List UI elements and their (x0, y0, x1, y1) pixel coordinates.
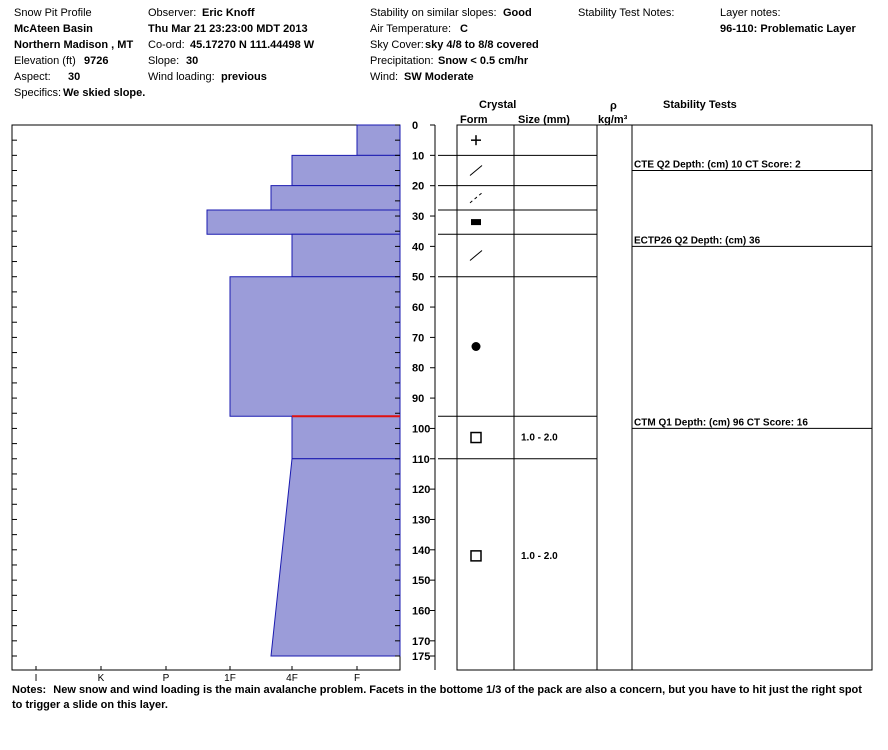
crystal-rounds-icon (472, 342, 481, 351)
specifics-label: Specifics: (14, 87, 62, 99)
coord-label: Co-ord: (148, 39, 185, 51)
slope-label: Slope: (148, 55, 180, 67)
aspect-label: Aspect: (14, 71, 51, 83)
snow-layer (230, 277, 400, 417)
hardness-label: P (162, 673, 170, 684)
snow-layer (271, 459, 400, 656)
crystal-crust-icon (471, 219, 481, 225)
crystal-size-label: 1.0 - 2.0 (521, 432, 558, 444)
hardness-label: 1F (224, 673, 236, 684)
stability-test-label: CTE Q2 Depth: (cm) 10 CT Score: 2 (634, 159, 801, 171)
elevation-value: 9726 (84, 55, 109, 67)
location: McAteen Basin (14, 23, 93, 35)
notes-label: Notes: (12, 684, 47, 696)
snow-layer (357, 125, 400, 155)
table-frame (457, 125, 872, 670)
depth-tick-label: 40 (412, 241, 425, 254)
density-unit-header: kg/m³ (598, 114, 628, 126)
sky-label: Sky Cover: (370, 39, 424, 51)
hardness-label: K (97, 673, 105, 684)
wind-label: Wind: (370, 71, 399, 83)
stability-value: Good (503, 7, 532, 19)
wind-loading-value: previous (221, 71, 267, 83)
depth-tick-label: 70 (412, 332, 425, 345)
wind-loading-label: Wind loading: (148, 71, 215, 83)
stability-notes-label: Stability Test Notes: (578, 7, 675, 19)
depth-tick-label: 20 (412, 180, 425, 193)
snow-layer (207, 210, 400, 234)
depth-tick-label: 175 (412, 651, 431, 663)
air-temp-label: Air Temperature: (370, 23, 452, 35)
depth-tick-label: 120 (412, 484, 431, 497)
crystal-size-label: 1.0 - 2.0 (521, 550, 558, 562)
snow-layer (271, 186, 400, 210)
layer-notes-label: Layer notes: (720, 7, 781, 19)
depth-tick-label: 110 (412, 453, 430, 466)
density-rho-header: ρ (610, 100, 617, 112)
notes (12, 683, 872, 713)
elevation-label: Elevation (ft) (14, 55, 76, 67)
depth-tick-label: 90 (412, 393, 425, 406)
stability-test-label: ECTP26 Q2 Depth: (cm) 36 (634, 235, 761, 247)
stability-test-label: CTM Q1 Depth: (cm) 96 CT Score: 16 (634, 417, 808, 429)
stability-tests-header: Stability Tests (663, 99, 737, 111)
depth-tick-label: 130 (412, 514, 431, 527)
crystal-decomposing-dashed-icon (470, 193, 482, 203)
snow-layer (292, 234, 400, 276)
depth-tick-label: 0 (412, 120, 419, 132)
datetime: Thu Mar 21 23:23:00 MDT 2013 (148, 23, 308, 35)
air-temp-value: C (460, 23, 468, 35)
sky-value: sky 4/8 to 8/8 covered (425, 39, 539, 51)
coord-value: 45.17270 N 111.44498 W (190, 39, 315, 51)
specifics-value: We skied slope. (63, 87, 146, 99)
crystal-decomposing-icon (470, 166, 482, 176)
depth-tick-label: 140 (412, 544, 431, 557)
region: Northern Madison , MT (14, 39, 134, 51)
depth-tick-label: 10 (412, 150, 425, 163)
precip-label: Precipitation: (370, 55, 434, 67)
page-title: Snow Pit Profile (14, 7, 92, 19)
layer-notes-value: 96-110: Problematic Layer (720, 23, 856, 35)
depth-tick-label: 50 (412, 271, 425, 284)
form-header: Form (460, 114, 488, 126)
aspect-value: 30 (68, 71, 81, 83)
depth-tick-label: 170 (412, 635, 431, 648)
depth-tick-label: 60 (412, 302, 425, 315)
snow-layer (292, 155, 400, 185)
hardness-label: I (34, 673, 38, 684)
hardness-label: 4F (286, 673, 298, 684)
crystal-header: Crystal (479, 99, 517, 111)
snow-layer (292, 416, 400, 458)
wind-value: SW Moderate (404, 71, 474, 83)
depth-tick-label: 80 (412, 362, 425, 375)
notes-text: New snow and wind loading is the main avalanche problem. Facets in the bottome 1/3 of the pack are also a concern, but you have to hit just the right spot to trigger a slide on this layer. (12, 684, 862, 711)
precip-value: Snow < 0.5 cm/hr (438, 55, 529, 67)
depth-tick-label: 150 (412, 575, 431, 588)
size-header: Size (mm) (518, 114, 570, 126)
depth-tick-label: 160 (412, 605, 431, 618)
observer-label: Observer: (148, 7, 197, 19)
stability-label: Stability on similar slopes: (370, 7, 497, 19)
hardness-label: F (353, 673, 361, 684)
crystal-facets-icon (471, 551, 481, 561)
crystal-decomposing-icon (470, 250, 482, 260)
depth-tick-label: 100 (412, 423, 431, 436)
crystal-facets-icon (471, 433, 481, 443)
depth-tick-label: 30 (412, 211, 425, 224)
observer-value: Eric Knoff (202, 7, 255, 19)
slope-value: 30 (186, 55, 199, 67)
